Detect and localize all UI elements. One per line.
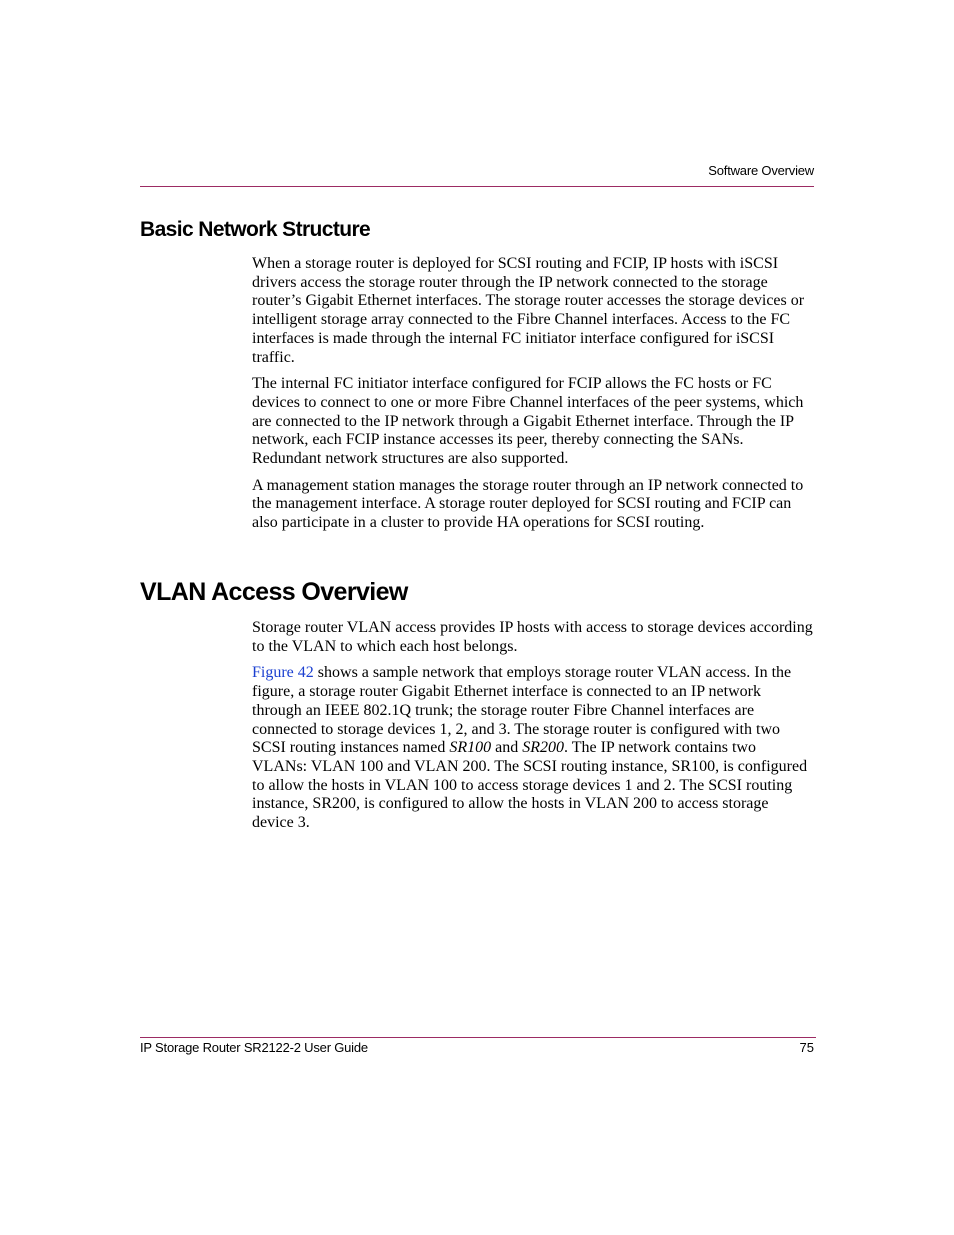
heading-vlan-access-overview: VLAN Access Overview	[140, 578, 408, 606]
paragraph-text: . The IP network contains two VLANs: VLAN 100 and VLAN 200. The SCSI routing instance, SR100, is configured to allow the hosts in VLAN 100 to access storage devices 1 and 2. The SCSI routing instance, SR200, is configured to allow the hosts in VLAN 200 to access storage device 3.	[252, 739, 808, 832]
page-number: 75	[799, 1040, 814, 1055]
paragraph: A management station manages the storage router through an IP network connected to the management interface. A storage router deployed for SCSI routing and FCIP can also participate in a cluster to provide HA operations for SCSI routing.	[252, 476, 804, 532]
instance-name: SR100	[449, 739, 492, 757]
paragraph: Storage router VLAN access provides IP hosts with access to storage devices according to the VLAN to which each host belongs.	[252, 619, 813, 655]
heading-basic-network-structure: Basic Network Structure	[140, 218, 371, 241]
paragraph	[252, 664, 814, 832]
paragraph: The internal FC initiator interface configured for FCIP allows the FC hosts or FC devices to connect to one or more Fibre Channel interfaces of the peer systems, which are connected to the IP network through a Gigabit Ethernet interface. Through the IP network, each FCIP instance accesses its peer, thereby connecting the SANs. Redundant network structures are also supported.	[252, 375, 804, 468]
header-rule	[140, 186, 814, 187]
instance-name: SR200	[522, 739, 564, 757]
footer-document-title: IP Storage Router SR2122-2 User Guide	[140, 1040, 368, 1055]
vlan-access-overview-body	[252, 619, 814, 841]
paragraph-text: and	[491, 739, 523, 757]
figure-42-link[interactable]: Figure 42	[252, 664, 314, 682]
basic-network-structure-body	[252, 255, 814, 541]
paragraph: When a storage router is deployed for SCSI routing and FCIP, IP hosts with iSCSI drivers access the storage router through the IP network connected to the storage router’s Gigabit Ethernet interfaces. The storage router accesses the storage devices or intelligent storage array connected to the Fibre Channel interfaces. Access to the FC interfaces is made through the internal FC initiator interface configured for iSCSI traffic.	[252, 255, 805, 366]
paragraph-text: shows a sample network that employs storage router VLAN access. In the figure, a storage router Gigabit Ethernet interface is connected to an IP network through an IEEE 802.1Q trunk; the storage router Fibre Channel interfaces are connected to storage devices 1, 2, and 3. The storage router is configured with two SCSI routing instances named	[252, 664, 792, 757]
footer-rule	[140, 1037, 816, 1038]
running-header: Software Overview	[708, 163, 814, 178]
